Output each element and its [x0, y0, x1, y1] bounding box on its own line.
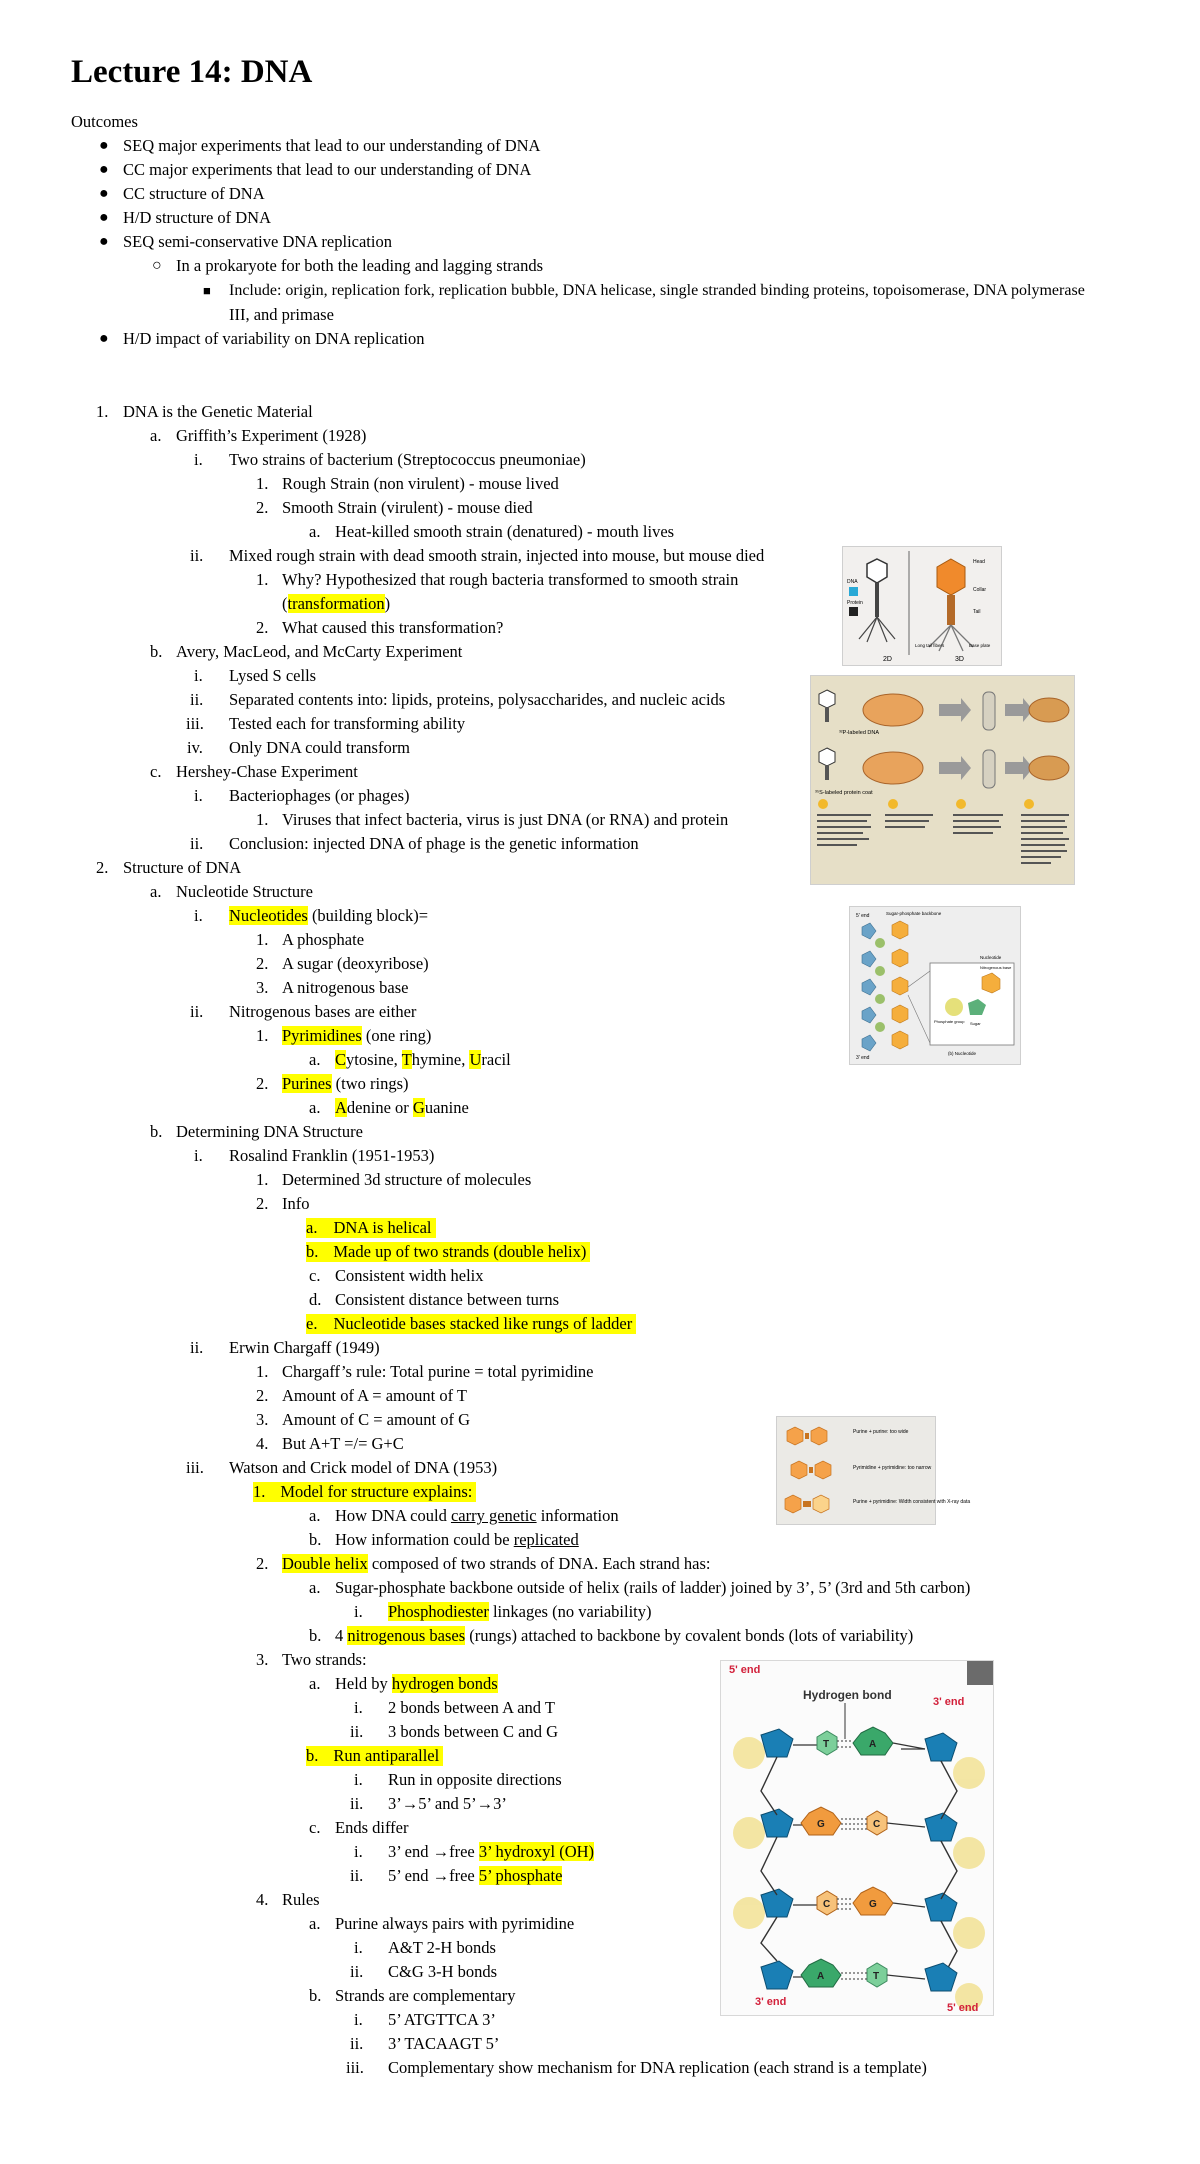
list-marker: ii.	[190, 690, 204, 709]
list-marker: d.	[309, 1290, 322, 1309]
outline-item: Watson and Crick model of DNA (1953)	[229, 1458, 498, 1477]
list-marker: 3.	[256, 978, 269, 997]
highlight-letter: G	[412, 1098, 425, 1117]
outline-item	[335, 1050, 511, 1070]
outline-item: 2 bonds between A and T	[388, 1698, 555, 1717]
nucleotide-figure	[849, 906, 1021, 1065]
nucleotide-label: Sugar-phosphate backbone	[886, 911, 942, 916]
hydrogen-bond-svg	[721, 1661, 993, 2015]
text: composed of two strands of DNA. Each strand has:	[367, 1554, 711, 1573]
phage-label: Head	[973, 559, 985, 565]
text: How DNA could	[335, 1506, 451, 1525]
list-marker: 2.	[256, 954, 269, 973]
list-marker: i.	[354, 1770, 363, 1789]
outline-item: A&T 2-H bonds	[388, 1938, 496, 1957]
nucleotide-svg	[850, 907, 1020, 1064]
base-pairing-svg	[777, 1417, 971, 1524]
list-marker: ii.	[190, 1002, 204, 1021]
phage-label: Collar	[973, 587, 987, 593]
outline-item: Consistent distance between turns	[335, 1290, 560, 1309]
list-marker: i.	[354, 2010, 363, 2029]
list-marker: 1.	[96, 402, 109, 421]
section-heading: DNA is the Genetic Material	[123, 402, 313, 421]
list-marker: i.	[354, 1602, 363, 1621]
pairing-label: Purine + pyrimidine: Width consistent with X-ray data	[853, 1499, 971, 1505]
outline-item: Viruses that infect bacteria, virus is just DNA (or RNA) and protein	[282, 810, 729, 829]
list-marker: 2.	[256, 1194, 269, 1213]
outline-item: A sugar (deoxyribose)	[282, 954, 429, 973]
outline-item	[335, 1674, 498, 1694]
paren: )	[384, 594, 391, 613]
text: 3’ end →free	[388, 1842, 479, 1861]
outline-item: Conclusion: injected DNA of phage is the genetic information	[229, 834, 639, 853]
outline-item: A phosphate	[282, 930, 365, 949]
underlined-text: replicated	[513, 1530, 579, 1549]
bullet: ●	[99, 209, 109, 226]
outline-item: A nitrogenous base	[282, 978, 409, 997]
page-title: Lecture 14: DNA	[71, 54, 313, 90]
outline-item: Chargaff’s rule: Total purine = total pyrimidine	[282, 1362, 594, 1381]
highlight-pyrimidines: Pyrimidines	[282, 1026, 362, 1045]
list-marker: ii.	[350, 1962, 364, 1981]
list-marker: 1.	[256, 474, 269, 493]
outline-item: Two strands:	[282, 1650, 367, 1669]
outline-item: Consistent width helix	[335, 1266, 484, 1285]
outline-item: Rosalind Franklin (1951-1953)	[229, 1146, 435, 1165]
text: (one ring)	[361, 1026, 432, 1045]
base-pairing-figure	[776, 1416, 971, 1525]
outline-item: Mixed rough strain with dead smooth strain, injected into mouse, but mouse died	[229, 546, 765, 565]
outcome-item: SEQ semi-conservative DNA replication	[123, 232, 392, 251]
phage-label: 2D	[883, 656, 892, 663]
highlighted-item	[306, 1242, 590, 1262]
list-marker: a.	[309, 1098, 321, 1117]
text: (building block)=	[307, 906, 429, 925]
highlight-letter: C	[335, 1050, 347, 1069]
outline-item: Rules	[282, 1890, 320, 1909]
list-marker: i.	[194, 1146, 203, 1165]
nucleotide-label: 3' end	[856, 1055, 870, 1061]
list-marker: a.	[309, 1050, 321, 1069]
text: Held by	[335, 1674, 392, 1693]
outline-item: Avery, MacLeod, and McCarty Experiment	[176, 642, 463, 661]
bullet: ●	[99, 185, 109, 202]
text: denine or	[346, 1098, 413, 1117]
list-marker: 2.	[256, 1074, 269, 1093]
list-marker: ii.	[190, 1338, 204, 1357]
list-marker: b.	[309, 1986, 322, 2005]
list-marker: 1.	[256, 570, 269, 589]
highlight-nitrogenous-bases: nitrogenous bases	[347, 1626, 466, 1645]
phage-label: 3D	[955, 656, 964, 663]
list-marker: 1.	[256, 1026, 269, 1045]
list-marker: b.	[306, 1242, 319, 1261]
outcome-subitem: In a prokaryote for both the leading and lagging strands	[176, 256, 544, 275]
outline-item: Hershey-Chase Experiment	[176, 762, 358, 781]
hydrogen-bond-label: Hydrogen bond	[803, 1688, 892, 1702]
list-marker: iv.	[187, 738, 203, 757]
outline-item: Complementary show mechanism for DNA replication (each strand is a template)	[388, 2058, 927, 2077]
list-marker: a.	[309, 522, 321, 541]
outline-item	[388, 1866, 562, 1886]
base-letter: A	[817, 1971, 825, 1982]
list-marker: i.	[354, 1698, 363, 1717]
section-heading: Structure of DNA	[123, 858, 242, 877]
highlight-nucleotides: Nucleotides	[229, 906, 308, 925]
outline-item: What caused this transformation?	[282, 618, 504, 637]
list-marker: iii.	[186, 1458, 204, 1477]
nucleotide-label: (b) Nucleotide	[948, 1051, 977, 1056]
outcome-item: H/D structure of DNA	[123, 208, 272, 227]
outline-item: Smooth Strain (virulent) - mouse died	[282, 498, 533, 517]
highlighted-item	[253, 1482, 476, 1502]
underlined-text: carry genetic	[450, 1506, 537, 1525]
bullet: ●	[99, 330, 109, 347]
outline-item	[335, 1626, 913, 1646]
highlight-purines: Purines	[282, 1074, 332, 1093]
outline-item: Separated contents into: lipids, proteins, polysaccharides, and nucleic acids	[229, 690, 726, 709]
list-marker: 1.	[253, 1482, 266, 1501]
outline-item	[282, 1554, 710, 1574]
outline-item: But A+T =/= G+C	[282, 1434, 404, 1453]
outcome-item: CC major experiments that lead to our understanding of DNA	[123, 160, 532, 179]
text: DNA is helical	[333, 1218, 432, 1237]
list-marker: c.	[150, 762, 162, 781]
text: Made up of two strands (double helix)	[333, 1242, 587, 1261]
list-marker: b.	[150, 642, 163, 661]
base-letter: G	[869, 1899, 877, 1910]
list-marker: 3.	[256, 1410, 269, 1429]
highlight-transformation: transformation	[287, 594, 385, 613]
hershey-label: ³²P-labeled DNA	[839, 730, 880, 736]
outline-item	[282, 1074, 409, 1094]
hydrogen-bond-figure	[720, 1660, 994, 2016]
list-marker: b.	[150, 1122, 163, 1141]
outline-item: 5’ ATGTTCA 3’	[388, 2010, 496, 2029]
list-marker: 3.	[256, 1650, 269, 1669]
outline-item: Amount of A = amount of T	[282, 1386, 467, 1405]
phage-label: Protein	[847, 600, 863, 606]
list-marker: a.	[309, 1506, 321, 1525]
outline-item: Tested each for transforming ability	[229, 714, 466, 733]
outline-item: Nitrogenous bases are either	[229, 1002, 417, 1021]
outline-item: Sugar-phosphate backbone outside of helix (rails of ladder) joined by 3’, 5’ (3rd and 5th carbon)	[335, 1578, 971, 1597]
nucleotide-label: 5' end	[856, 913, 870, 919]
list-marker: 1.	[256, 1362, 269, 1381]
list-marker: 2.	[96, 858, 109, 877]
outline-item	[335, 1098, 469, 1118]
text: uanine	[424, 1098, 469, 1117]
text: How information could be	[335, 1530, 514, 1549]
highlighted-item	[306, 1314, 636, 1334]
outline-item: Run in opposite directions	[388, 1770, 562, 1789]
text: information	[536, 1506, 619, 1525]
outline-item	[388, 1842, 594, 1862]
outline-item: Amount of C = amount of G	[282, 1410, 471, 1429]
highlighted-item	[306, 1746, 443, 1766]
highlight-letter: A	[335, 1098, 347, 1117]
list-marker: a.	[309, 1578, 321, 1597]
pairing-label: Pyrimidine + pyrimidine: too narrow	[853, 1465, 932, 1471]
list-marker: ii.	[350, 1794, 364, 1813]
highlight-double-helix: Double helix	[282, 1554, 368, 1573]
highlighted-item	[306, 1218, 436, 1238]
text: 4	[335, 1626, 348, 1645]
outline-item: Lysed S cells	[229, 666, 317, 685]
list-marker: b.	[309, 1626, 322, 1645]
hershey-chase-svg	[811, 676, 1074, 884]
base-letter: T	[873, 1971, 880, 1982]
outline-item: 3’→5’ and 5’→3’	[388, 1794, 507, 1813]
outline-item	[335, 1530, 579, 1550]
strand-end-label: 3' end	[933, 1696, 965, 1708]
outline-item: Griffith’s Experiment (1928)	[176, 426, 367, 445]
bacteriophage-figure	[842, 546, 1002, 666]
list-marker: i.	[194, 666, 203, 685]
highlight-phosphodiester: Phosphodiester	[388, 1602, 489, 1621]
bullet: ●	[99, 233, 109, 250]
outline-item: Nucleotide Structure	[176, 882, 313, 901]
outcome-subsubitem: Include: origin, replication fork, replication bubble, DNA helicase, single stranded binding proteins, topoisomerase, DNA polymerase	[229, 282, 1085, 299]
outline-item: Bacteriophages (or phages)	[229, 786, 410, 805]
hershey-label: ³⁵S-labeled protein coat	[815, 790, 873, 796]
list-marker: c.	[309, 1266, 321, 1285]
outcomes-heading: Outcomes	[71, 112, 138, 131]
outline-item: Heat-killed smooth strain (denatured) - mouth lives	[335, 522, 675, 541]
list-marker: 2.	[256, 1554, 269, 1573]
outline-item: Only DNA could transform	[229, 738, 411, 757]
phage-label: Base plate	[969, 643, 991, 648]
list-marker: 2.	[256, 498, 269, 517]
list-marker: a.	[150, 882, 162, 901]
outcome-item: SEQ major experiments that lead to our understanding of DNA	[123, 136, 541, 155]
outline-item: Erwin Chargaff (1949)	[229, 1338, 380, 1357]
list-marker: c.	[309, 1818, 321, 1837]
outline-item-cont	[282, 594, 390, 614]
list-marker: ii.	[190, 834, 204, 853]
list-marker: e.	[306, 1314, 318, 1333]
nucleotide-label: Nitrogenous base	[980, 965, 1012, 970]
list-marker: 1.	[256, 810, 269, 829]
base-letter: G	[817, 1819, 825, 1830]
nucleotide-label: Sugar	[970, 1021, 981, 1026]
phage-label: DNA	[847, 579, 858, 585]
text: (two rings)	[331, 1074, 409, 1093]
outline-item: C&G 3-H bonds	[388, 1962, 498, 1981]
outline-item	[282, 1026, 431, 1046]
text: linkages (no variability)	[488, 1602, 652, 1621]
list-marker: a.	[309, 1674, 321, 1693]
list-marker: i.	[194, 786, 203, 805]
outline-item: Why? Hypothesized that rough bacteria transformed to smooth strain	[282, 570, 739, 589]
highlight-hydrogen-bonds: hydrogen bonds	[391, 1674, 498, 1693]
list-marker: ii.	[350, 1722, 364, 1741]
list-marker: iii.	[346, 2058, 364, 2077]
list-marker: i.	[354, 1938, 363, 1957]
list-marker: i.	[194, 450, 203, 469]
nucleotide-label: Phosphate group	[934, 1019, 965, 1024]
list-marker: 4.	[256, 1890, 269, 1909]
highlight-phosphate: 5’ phosphate	[478, 1866, 563, 1885]
list-marker: b.	[309, 1530, 322, 1549]
outline-item: Purine always pairs with pyrimidine	[335, 1914, 575, 1933]
outcome-item: H/D impact of variability on DNA replication	[123, 329, 425, 348]
list-marker: ii.	[190, 546, 204, 565]
base-letter: C	[873, 1819, 881, 1830]
highlight-letter: U	[469, 1050, 482, 1069]
text: (rungs) attached to backbone by covalent bonds (lots of variability)	[465, 1626, 914, 1645]
list-marker: i.	[354, 1842, 363, 1861]
text: racil	[481, 1050, 511, 1069]
text: ytosine,	[346, 1050, 402, 1069]
outline-item: Two strains of bacterium (Streptococcus pneumoniae)	[229, 450, 586, 469]
text: Nucleotide bases stacked like rungs of ladder	[333, 1314, 633, 1333]
bullet: ●	[99, 137, 109, 154]
list-marker: ii.	[350, 1866, 364, 1885]
outcome-item: CC structure of DNA	[123, 184, 265, 203]
list-marker: i.	[194, 906, 203, 925]
bullet: ●	[99, 161, 109, 178]
hershey-chase-figure	[810, 675, 1075, 885]
list-marker: iii.	[186, 714, 204, 733]
list-marker: 2.	[256, 1386, 269, 1405]
outline-item	[229, 906, 428, 926]
square-bullet: ■	[203, 283, 211, 298]
outline-item: Info	[282, 1194, 310, 1213]
outcome-subsubitem-cont: III, and primase	[229, 305, 334, 324]
text: 5’ end →free	[388, 1866, 479, 1885]
list-marker: 4.	[256, 1434, 269, 1453]
phage-label: Tail	[973, 609, 981, 615]
list-marker: 1.	[256, 1170, 269, 1189]
list-marker: 2.	[256, 618, 269, 637]
highlight-hydroxyl: 3’ hydroxyl (OH)	[478, 1842, 595, 1861]
outline-item: Rough Strain (non virulent) - mouse lived	[282, 474, 559, 493]
bacteriophage-svg	[843, 547, 1001, 665]
list-marker: b.	[306, 1746, 319, 1765]
text: Model for structure explains:	[280, 1482, 473, 1501]
paren: (	[282, 594, 288, 613]
circle-bullet: ○	[152, 257, 162, 274]
text: hymine,	[411, 1050, 470, 1069]
strand-end-label: 5' end	[729, 1664, 761, 1676]
highlight-letter: T	[401, 1050, 412, 1069]
base-letter: T	[823, 1739, 830, 1750]
phage-label: Long tail fibers	[915, 643, 945, 648]
outline-item	[335, 1506, 619, 1526]
outline-item: Determining DNA Structure	[176, 1122, 363, 1141]
list-marker: a.	[306, 1218, 318, 1237]
outline-item: 3’ TACAAGT 5’	[388, 2034, 500, 2053]
base-letter: A	[869, 1739, 877, 1750]
text: Run antiparallel	[333, 1746, 440, 1765]
strand-end-label: 5' end	[947, 2002, 979, 2014]
outline-item: 3 bonds between C and G	[388, 1722, 559, 1741]
list-marker: a.	[150, 426, 162, 445]
outline-item: Ends differ	[335, 1818, 409, 1837]
list-marker: 1.	[256, 930, 269, 949]
nucleotide-label: Nucleotide	[980, 955, 1002, 960]
outline-item: Strands are complementary	[335, 1986, 516, 2005]
base-letter: C	[823, 1899, 831, 1910]
pairing-label: Purine + purine: too wide	[853, 1429, 909, 1435]
outline-item: Determined 3d structure of molecules	[282, 1170, 532, 1189]
strand-end-label: 3' end	[755, 1996, 787, 2008]
outline-item	[388, 1602, 652, 1622]
list-marker: ii.	[350, 2034, 364, 2053]
list-marker: a.	[309, 1914, 321, 1933]
